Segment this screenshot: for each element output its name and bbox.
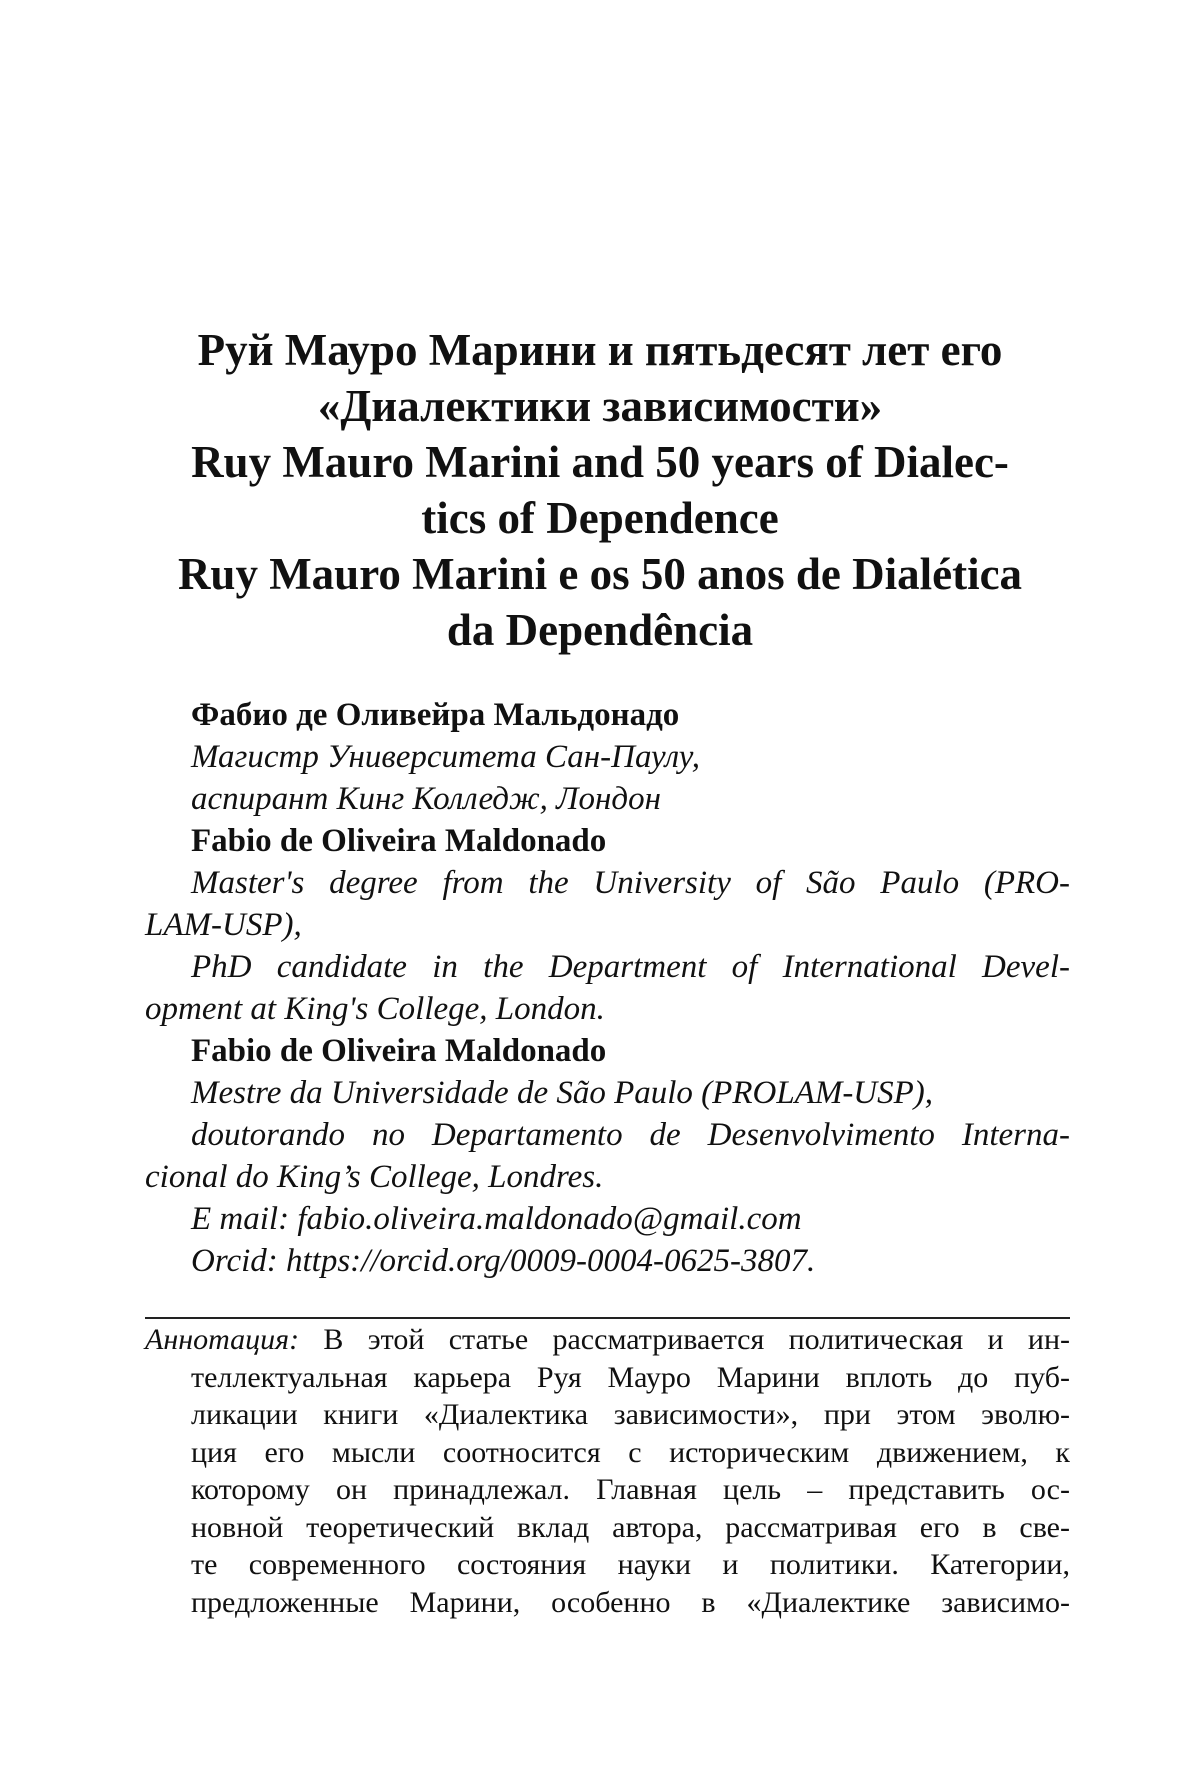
section-divider xyxy=(145,1317,1070,1319)
author-email: E mail: fabio.oliveira.maldonado@gmail.com xyxy=(191,1201,802,1237)
title-line-en-1: Ruy Mauro Marini and 50 years of Dialec- xyxy=(191,437,1009,487)
author-orcid: Orcid: https://orcid.org/0009-0004-0625-3807. xyxy=(191,1243,816,1279)
author-affiliation-en-2a: PhD candidate in the Department of International Devel- xyxy=(191,949,1070,985)
abstract-line-7: те современного состояния науки и политики. Категории, xyxy=(191,1548,1070,1581)
author-affiliation-en-1b: LAM-USP), xyxy=(145,907,302,943)
abstract-line-6: новной теоретический вклад автора, рассматривая его в све- xyxy=(191,1510,1070,1544)
author-affiliation-ru-1: Магистр Университета Сан-Паулу, xyxy=(191,739,700,775)
author-affiliation-en-1a: Master's degree from the University of São Paulo (PRO- xyxy=(191,865,1070,901)
author-affiliation-pt-2a: doutorando no Departamento de Desenvolvimento Interna- xyxy=(191,1117,1070,1153)
abstract-line-1: В этой статье рассматривается политическая и ин- xyxy=(299,1323,1070,1356)
title-line-en-2: tics of Dependence xyxy=(421,493,779,543)
abstract-first-line xyxy=(145,1321,1070,1359)
author-affiliation-en-2b: opment at King's College, London. xyxy=(145,991,605,1027)
abstract-line-4: ция его мысли соотносится с историческим движением, к xyxy=(191,1435,1070,1469)
title-line-ru-1: Руй Мауро Марини и пятьдесят лет его xyxy=(197,325,1003,375)
author-block xyxy=(145,694,1070,1282)
author-affiliation-pt-2b: cional do King’s College, Londres. xyxy=(145,1159,604,1195)
author-affiliation-pt-1: Mestre da Universidade de São Paulo (PROLAM-USP), xyxy=(191,1075,934,1111)
abstract-label: Аннотация: xyxy=(145,1323,300,1356)
abstract xyxy=(145,1321,1070,1621)
author-affiliation-ru-2: аспирант Кинг Колледж, Лондон xyxy=(191,781,661,817)
title-line-ru-2: «Диалектики зависимости» xyxy=(317,381,883,431)
author-name-en: Fabio de Oliveira Maldonado xyxy=(191,823,607,859)
article-title xyxy=(130,322,1070,658)
abstract-line-2: теллектуальная карьера Руя Мауро Марини вплоть до пуб- xyxy=(191,1360,1070,1394)
author-name-ru: Фабио де Оливейра Мальдонадо xyxy=(191,697,680,733)
abstract-line-5: которому он принадлежал. Главная цель – представить ос- xyxy=(191,1473,1070,1506)
title-line-pt-1: Ruy Mauro Marini e os 50 anos de Dialética xyxy=(177,549,1023,599)
abstract-line-3: ликации книги «Диалектика зависимости», при этом эволю- xyxy=(191,1398,1070,1431)
abstract-line-8: предложенные Марини, особенно в «Диалектике зависимо- xyxy=(191,1585,1070,1619)
author-name-pt: Fabio de Oliveira Maldonado xyxy=(191,1033,607,1069)
title-line-pt-2: da Dependência xyxy=(446,605,754,655)
